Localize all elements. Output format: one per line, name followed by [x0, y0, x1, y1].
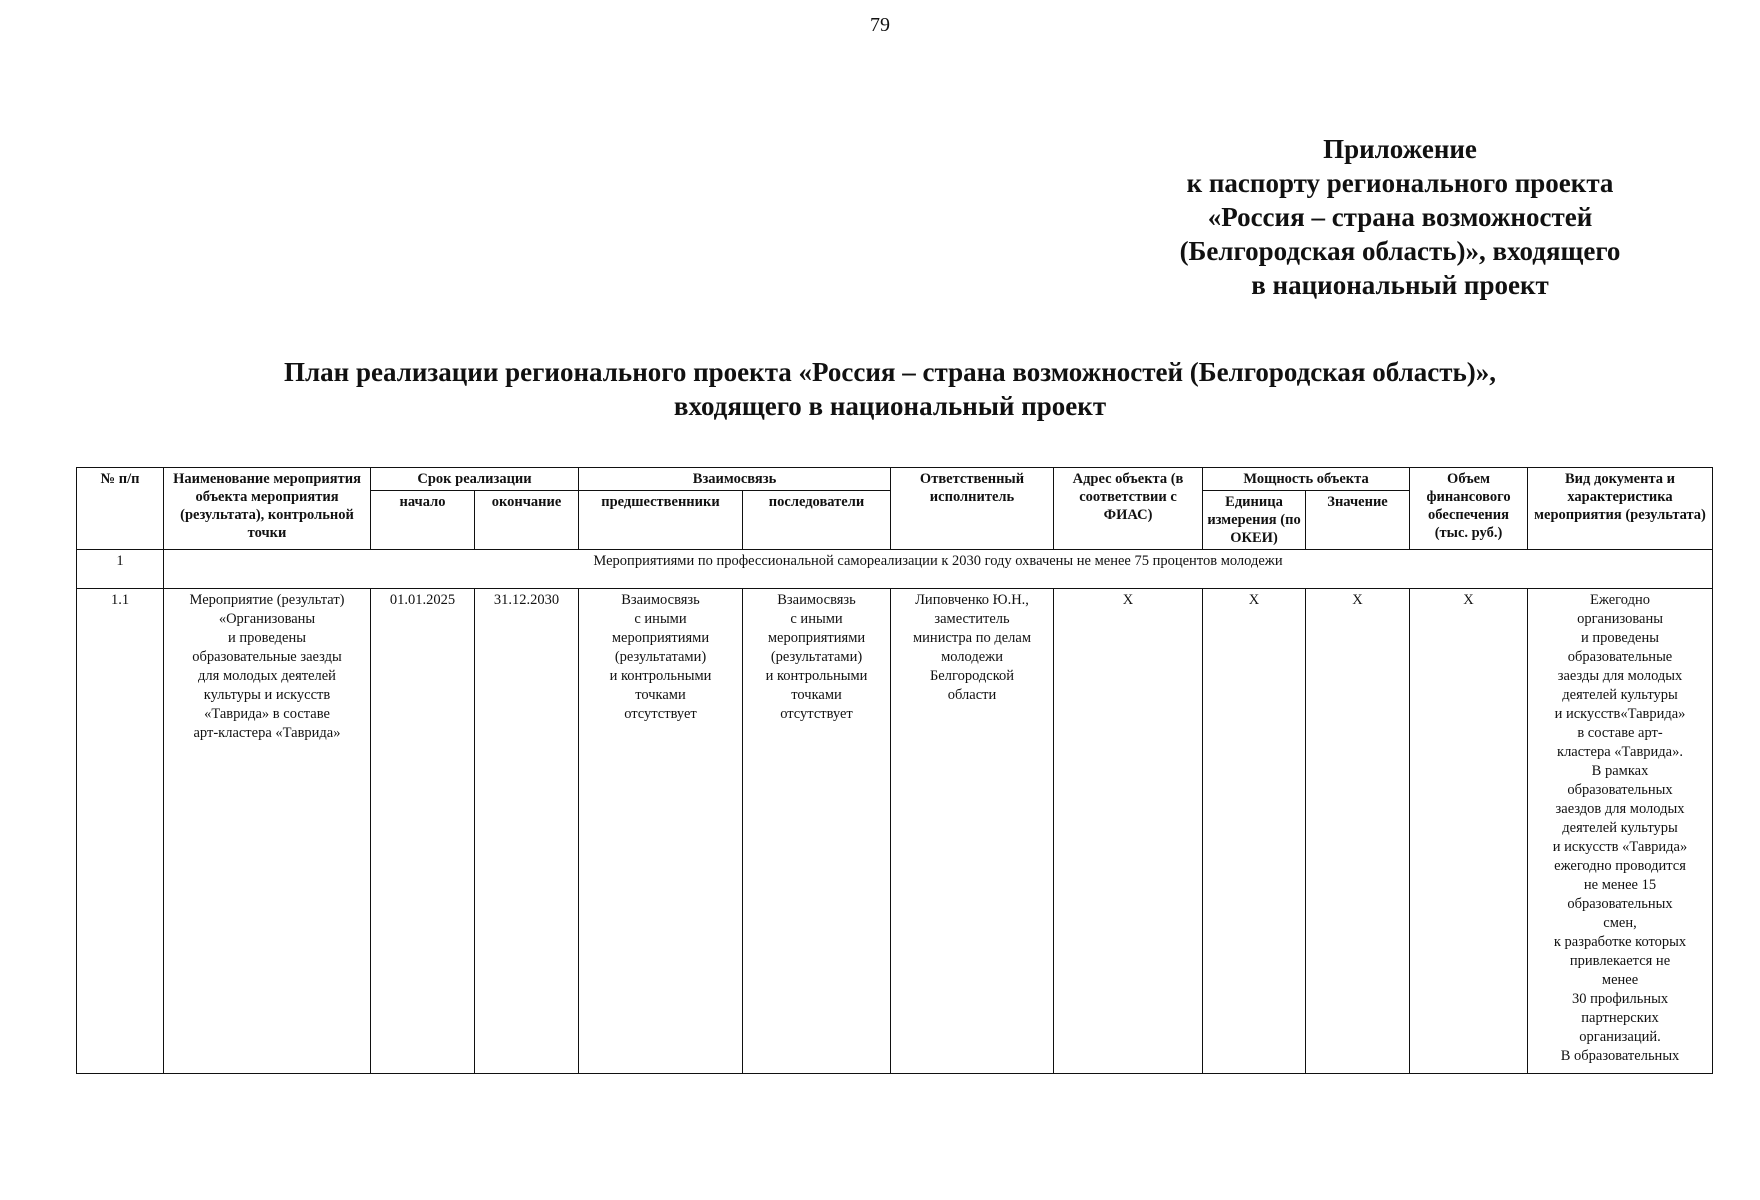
header-responsible: Ответственный исполнитель [891, 468, 1054, 550]
header-unit: Единица измерения (по ОКЕИ) [1203, 491, 1306, 550]
header-relation: Взаимосвязь [579, 468, 891, 491]
header-capacity: Мощность объекта [1203, 468, 1410, 491]
header-funding: Объем финансового обеспечения (тыс. руб.) [1410, 468, 1528, 550]
table-row [77, 589, 1713, 1074]
row-num: 1.1 [77, 589, 164, 1074]
header-num: № п/п [77, 468, 164, 550]
appendix-heading [1140, 132, 1660, 302]
header-name: Наименование мероприятия объекта мероприятия (результата), контрольной точки [164, 468, 371, 550]
row-value: Х [1306, 589, 1410, 1074]
row-start: 01.01.2025 [371, 589, 475, 1074]
appendix-line: (Белгородская область)», входящего [1179, 236, 1621, 266]
plan-title-line: входящего в национальный проект [673, 391, 1107, 421]
header-address: Адрес объекта (в соответствии с ФИАС) [1054, 468, 1203, 550]
header-predecessors: предшественники [579, 491, 743, 550]
section-row [77, 550, 1713, 589]
appendix-line: Приложение [1323, 134, 1477, 164]
row-name: Мероприятие (результат) «Организованы и проведены образовательные заезды для молодых деятелей культуры и искусств «Таврида» в составе арт-кластера «Таврида» [164, 589, 371, 1074]
appendix-line: «Россия – страна возможностей [1207, 202, 1593, 232]
row-predecessors: Взаимосвязь с иными мероприятиями (результатами) и контрольными точками отсутствует [579, 589, 743, 1074]
header-period: Срок реализации [371, 468, 579, 491]
row-responsible: Липовченко Ю.Н., заместитель министра по делам молодежи Белгородской области [891, 589, 1054, 1074]
plan-title-line: План реализации регионального проекта «Россия – страна возможностей (Белгородская область)», [284, 357, 1496, 387]
row-address: Х [1054, 589, 1203, 1074]
plan-title [60, 355, 1720, 423]
header-value: Значение [1306, 491, 1410, 550]
section-num: 1 [77, 550, 164, 589]
header-successors: последователи [743, 491, 891, 550]
section-text: Мероприятиями по профессиональной самореализации к 2030 году охвачены не менее 75 процентов молодежи [164, 550, 1713, 589]
appendix-line: к паспорту регионального проекта [1186, 168, 1614, 198]
row-unit: Х [1203, 589, 1306, 1074]
row-doc-type: Ежегодно организованы и проведены образовательные заезды для молодых деятелей культуры и искусств«Таврида» в составе арт- кластера «Таврида». В рамках образовательных заездов для молодых деятелей культуры и искусств «Таврида» ежегодно проводится не менее 15 образовательных смен, к разработке которых привлекается не менее 30 профильных партнерских организаций. В образовательных [1528, 589, 1713, 1074]
row-funding: Х [1410, 589, 1528, 1074]
page-number: 79 [870, 14, 890, 36]
plan-table [76, 467, 1713, 1074]
header-end: окончание [475, 491, 579, 550]
row-end: 31.12.2030 [475, 589, 579, 1074]
row-successors: Взаимосвязь с иными мероприятиями (результатами) и контрольными точками отсутствует [743, 589, 891, 1074]
appendix-line: в национальный проект [1251, 270, 1549, 300]
header-doc-type: Вид документа и характеристика мероприятия (результата) [1528, 468, 1713, 550]
header-start: начало [371, 491, 475, 550]
